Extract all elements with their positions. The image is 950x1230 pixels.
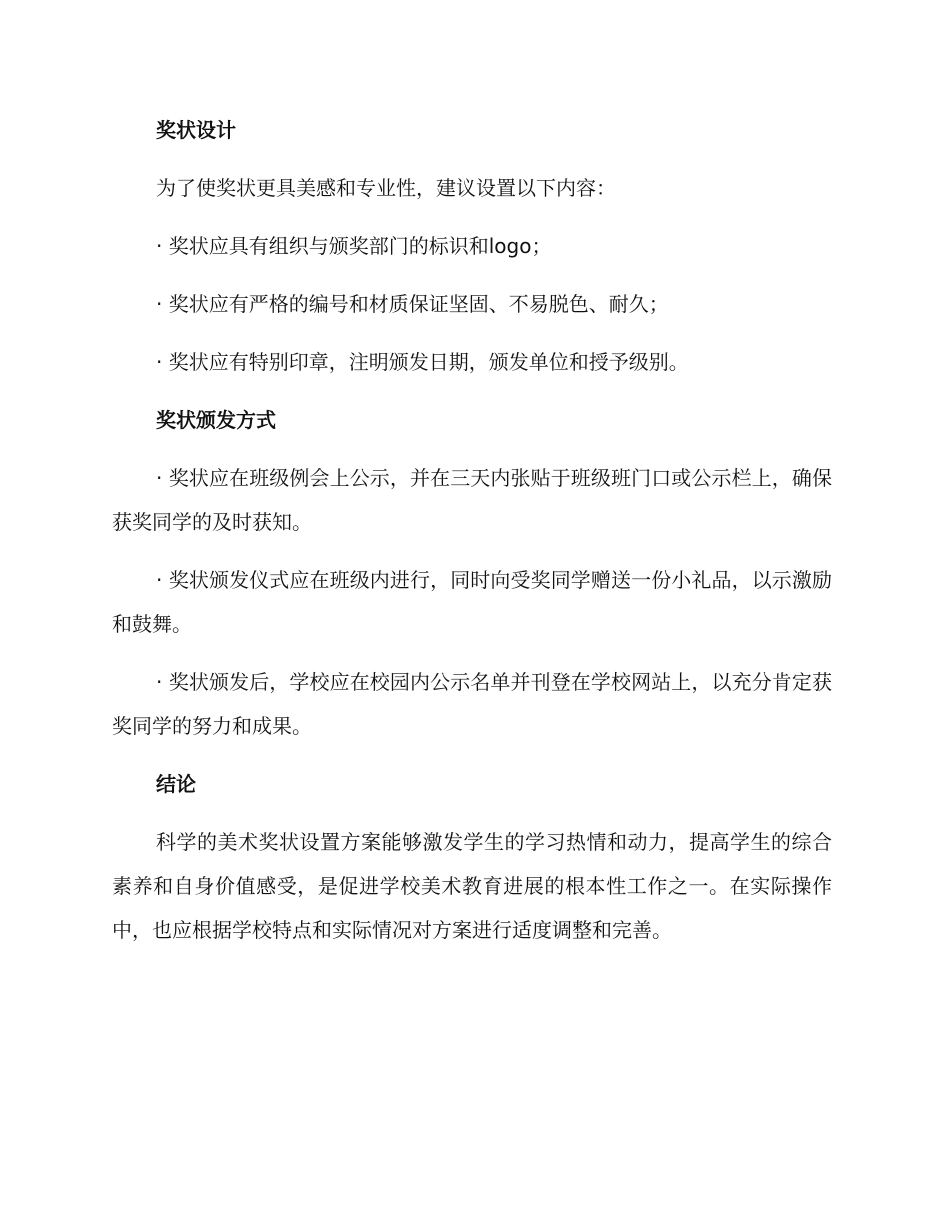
paragraph-conclusion: 科学的美术奖状设置方案能够激发学生的学习热情和动力，提高学生的综合素养和自身价值感受，是促进学校美术教育进展的根本性工作之一。在实际操作中，也应根据学校特点和实际情况对方案进行适度调整和完善。 (112, 830, 832, 942)
bullet-publish: · 奖状颁发后，学校应在校园内公示名单并刊登在学校网站上，以充分肯定获奖同学的努力和成果。 (112, 670, 832, 738)
section-heading-award-method: 奖状颁发方式 (156, 408, 276, 432)
bullet-seal: · 奖状应有特别印章，注明颁发日期，颁发单位和授予级别。 (156, 350, 689, 374)
section-heading-award-design: 奖状设计 (156, 118, 236, 142)
section-heading-conclusion: 结论 (156, 772, 196, 796)
paragraph-intro: 为了使奖状更具美感和专业性，建议设置以下内容： (156, 176, 616, 200)
document-page (112, 108, 832, 966)
bullet-numbering-material: · 奖状应有严格的编号和材质保证坚固、不易脱色、耐久； (156, 292, 669, 316)
bullet-ceremony: · 奖状颁发仪式应在班级内进行，同时向受奖同学赠送一份小礼品，以示激励和鼓舞。 (112, 568, 832, 636)
bullet-announcement: · 奖状应在班级例会上公示，并在三天内张贴于班级班门口或公示栏上，确保获奖同学的及时获知。 (112, 466, 832, 534)
bullet-logo: · 奖状应具有组织与颁奖部门的标识和logo； (156, 234, 552, 258)
